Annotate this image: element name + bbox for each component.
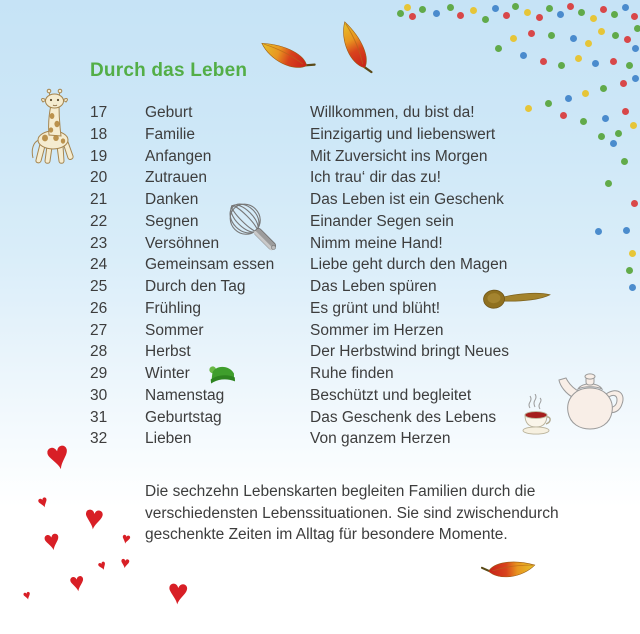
confetti-dot xyxy=(397,10,404,17)
confetti-dot xyxy=(495,45,502,52)
description-paragraph: Die sechzehn Lebenskarten begleiten Familien durch die verschiedensten Lebenssituationen. Sie sind zwischendurch geschenkte Zeiten im Alltag für besondere Momente. xyxy=(145,483,559,543)
confetti-dot xyxy=(632,75,639,82)
list-item-title: Familie xyxy=(145,125,195,143)
confetti-dot xyxy=(632,45,639,52)
confetti-dot xyxy=(600,85,607,92)
heart-icon: ♥ xyxy=(81,498,107,538)
list-item xyxy=(90,428,630,450)
confetti-dot xyxy=(602,115,609,122)
confetti-dot xyxy=(492,5,499,12)
confetti-dot xyxy=(540,58,547,65)
list-item-description: Mit Zuversicht ins Morgen xyxy=(310,147,488,165)
list-item xyxy=(90,211,630,233)
confetti-dot xyxy=(548,32,555,39)
list-item xyxy=(90,341,630,363)
list-item-number: 24 xyxy=(90,256,108,274)
confetti-dot xyxy=(558,62,565,69)
confetti-dot xyxy=(545,100,552,107)
life-list xyxy=(90,102,630,450)
list-item-number: 30 xyxy=(90,386,108,404)
list-item xyxy=(90,124,630,146)
list-item-description: Der Herbstwind bringt Neues xyxy=(310,343,510,361)
list-item-number: 31 xyxy=(90,408,108,426)
heart-icon: ♥ xyxy=(95,556,109,574)
confetti-dot xyxy=(546,5,553,12)
heart-icon: ♥ xyxy=(119,529,133,549)
confetti-dot xyxy=(585,40,592,47)
confetti-dot xyxy=(557,11,564,18)
confetti-dot xyxy=(433,10,440,17)
confetti-dot xyxy=(610,58,617,65)
list-item-number: 22 xyxy=(90,212,108,230)
heart-icon: ♥ xyxy=(165,570,191,613)
list-item-description: Ich trau‘ dir das zu! xyxy=(310,169,441,187)
list-item-title: Geburt xyxy=(145,104,193,121)
confetti-dot xyxy=(615,130,622,137)
list-item-description: Nimm meine Hand! xyxy=(310,234,443,252)
list-item-title: Lieben xyxy=(145,430,192,448)
list-item-number: 26 xyxy=(90,299,108,317)
confetti-dot xyxy=(610,140,617,147)
heart-icon: ♥ xyxy=(21,586,33,604)
confetti-dot xyxy=(470,7,477,14)
list-item-title: Geburtstag xyxy=(145,408,222,426)
confetti-dot xyxy=(612,32,619,39)
heart-icon: ♥ xyxy=(41,523,63,558)
heart-icon: ♥ xyxy=(67,566,87,598)
list-item-number: 28 xyxy=(90,343,108,361)
confetti-dot xyxy=(565,95,572,102)
autumn-leaf-icon xyxy=(251,33,319,82)
list-item-title: Danken xyxy=(145,191,199,208)
list-item-description: Sommer im Herzen xyxy=(310,321,444,339)
confetti-dot xyxy=(409,13,416,20)
confetti-dot xyxy=(631,200,638,207)
confetti-dot xyxy=(629,250,636,257)
list-item-title: Versöhnen xyxy=(145,234,220,252)
list-item-title: Durch den Tag xyxy=(145,278,246,295)
list-item xyxy=(90,167,630,189)
confetti-dot xyxy=(611,11,618,18)
confetti-dot xyxy=(623,227,630,234)
list-item-number: 20 xyxy=(90,169,108,187)
list-item-description: Es grünt und blüht! xyxy=(310,299,441,317)
list-item xyxy=(90,146,630,168)
confetti-dot xyxy=(512,3,519,10)
list-item-description: Das Geschenk des Lebens xyxy=(310,408,497,426)
confetti-dot xyxy=(575,55,582,62)
list-item-number: 21 xyxy=(90,191,108,208)
confetti-dot xyxy=(528,30,535,37)
list-item-number: 18 xyxy=(90,125,108,143)
list-item xyxy=(90,298,630,320)
autumn-leaf-icon xyxy=(480,557,539,586)
heart-icon: ♥ xyxy=(41,432,75,480)
confetti-dot xyxy=(598,133,605,140)
list-item xyxy=(90,276,630,298)
confetti-dot xyxy=(482,16,489,23)
confetti-dot xyxy=(570,35,577,42)
confetti-dot xyxy=(457,12,464,19)
confetti-dot xyxy=(600,6,607,13)
confetti-dot xyxy=(620,80,627,87)
confetti-dot xyxy=(595,228,602,235)
list-item-number: 29 xyxy=(90,365,108,382)
confetti-dot xyxy=(622,4,629,11)
list-item-title: Gemeinsam essen xyxy=(145,256,275,274)
list-item xyxy=(90,385,630,407)
autumn-leaf-icon xyxy=(326,14,380,82)
list-item-description: Beschützt und begleitet xyxy=(310,386,472,404)
heart-icon: ♥ xyxy=(35,491,51,513)
confetti-dot xyxy=(503,12,510,19)
list-item xyxy=(90,254,630,276)
heart-icon: ♥ xyxy=(119,554,131,573)
confetti-dot xyxy=(592,60,599,67)
list-item-description: Ruhe finden xyxy=(310,365,394,382)
list-item-title: Frühling xyxy=(145,299,201,317)
list-item-title: Namenstag xyxy=(145,386,225,404)
confetti-dot xyxy=(630,122,637,129)
list-item-number: 27 xyxy=(90,321,108,339)
list-item-description: Das Leben spüren xyxy=(310,278,437,295)
confetti-dot xyxy=(634,25,640,32)
confetti-dot xyxy=(598,28,605,35)
confetti-dot xyxy=(404,4,411,11)
confetti-dot xyxy=(629,284,636,291)
list-item-title: Winter xyxy=(145,365,190,382)
confetti-dot xyxy=(631,13,638,20)
confetti-dot xyxy=(626,62,633,69)
list-item-number: 19 xyxy=(90,147,108,165)
list-item xyxy=(90,233,630,255)
confetti-dot xyxy=(525,105,532,112)
list-item-description: Einzigartig und liebenswert xyxy=(310,125,496,143)
confetti-dot xyxy=(510,35,517,42)
list-item xyxy=(90,320,630,342)
page-title: Durch das Leben xyxy=(90,60,248,81)
confetti-dot xyxy=(626,267,633,274)
list-item-description: Einander Segen sein xyxy=(310,212,454,230)
list-item-description: Willkommen, du bist da! xyxy=(310,104,475,121)
confetti-dot xyxy=(567,3,574,10)
list-item-description: Das Leben ist ein Geschenk xyxy=(310,191,504,208)
confetti-dot xyxy=(580,118,587,125)
confetti-dot xyxy=(605,180,612,187)
confetti-dot xyxy=(622,108,629,115)
list-item-number: 32 xyxy=(90,430,108,448)
confetti-dot xyxy=(582,90,589,97)
confetti-dot xyxy=(578,9,585,16)
list-item-number: 23 xyxy=(90,234,108,252)
list-item-title: Herbst xyxy=(145,343,191,361)
confetti-dot xyxy=(520,52,527,59)
list-item-title: Sommer xyxy=(145,321,204,339)
confetti-dot xyxy=(536,14,543,21)
list-item-number: 17 xyxy=(90,104,108,121)
list-item-title: Zutrauen xyxy=(145,169,208,187)
confetti-dot xyxy=(560,112,567,119)
list-item-description: Liebe geht durch den Magen xyxy=(310,256,508,274)
list-item-title: Segnen xyxy=(145,212,199,230)
list-item xyxy=(90,407,630,429)
list-item xyxy=(90,189,630,211)
list-item-title: Anfangen xyxy=(145,147,212,165)
confetti-dot xyxy=(624,36,631,43)
confetti-dot xyxy=(621,158,628,165)
list-item-description: Von ganzem Herzen xyxy=(310,430,451,448)
confetti-dot xyxy=(590,15,597,22)
confetti-dot xyxy=(524,9,531,16)
list-item-number: 25 xyxy=(90,278,108,295)
confetti-dot xyxy=(419,6,426,13)
confetti-dot xyxy=(447,4,454,11)
list-item xyxy=(90,363,630,385)
giraffe-toy-icon xyxy=(23,88,77,168)
